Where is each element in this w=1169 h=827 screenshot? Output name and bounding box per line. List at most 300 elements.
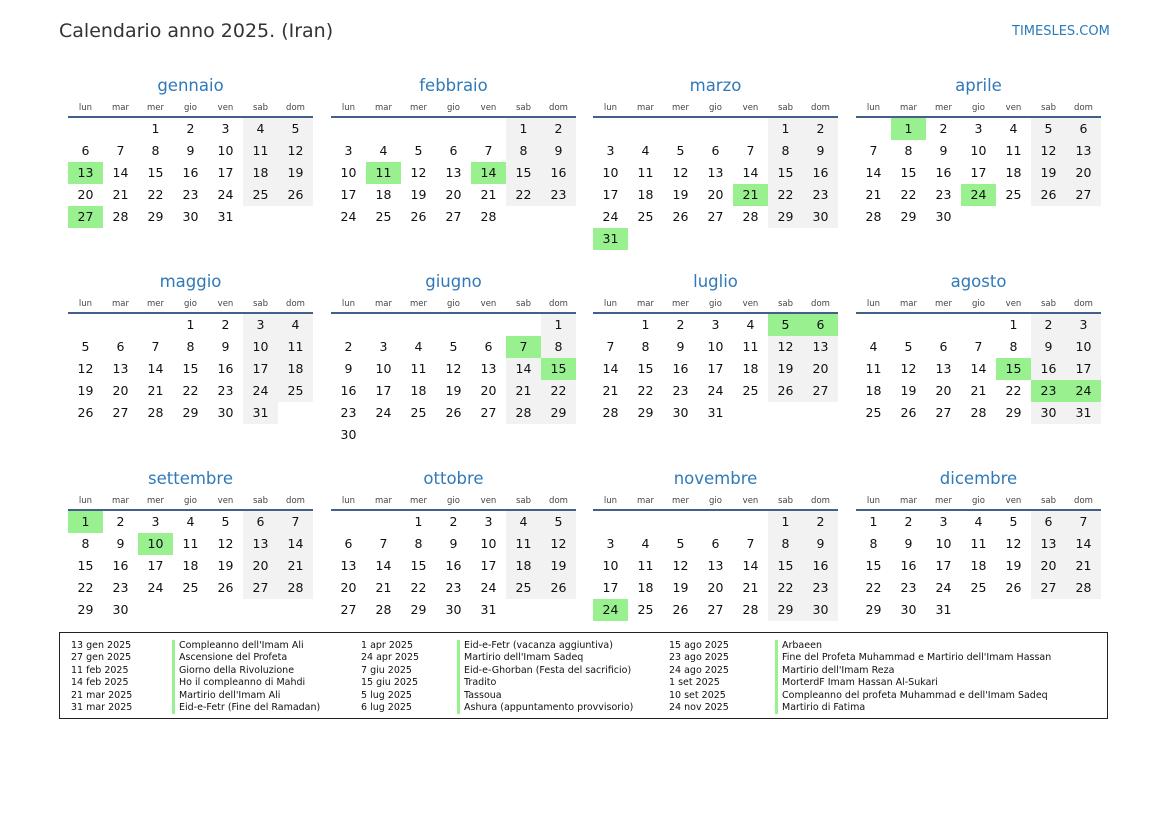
day-cell: 18 xyxy=(1005,165,1022,180)
weekday-label: mar xyxy=(900,299,917,309)
week-row xyxy=(593,599,838,621)
day-cell: 2 xyxy=(1031,314,1066,336)
weekday-header xyxy=(593,495,838,511)
day-cell: 27 xyxy=(480,405,497,420)
day-cell: 26 xyxy=(768,380,803,402)
weekday-label: mer xyxy=(409,299,427,309)
week-row xyxy=(593,402,838,424)
day-cell: 15 xyxy=(147,165,164,180)
empty-day-cell xyxy=(278,599,313,621)
day-cell: 21 xyxy=(375,580,392,595)
day-cell: 16 xyxy=(445,558,462,573)
weekday-label: sab xyxy=(252,299,269,309)
empty-day-cell xyxy=(856,118,891,140)
month-name: novembre xyxy=(673,469,758,488)
day-cell: 21 xyxy=(147,383,164,398)
empty-day-cell xyxy=(471,118,506,140)
legend-holiday-name: Martirio di Fatima xyxy=(775,702,1051,714)
weekday-label: ven xyxy=(217,103,234,113)
day-cell: 12 xyxy=(541,533,576,555)
weekday-label: ven xyxy=(217,299,234,309)
month-settembre xyxy=(68,468,313,621)
day-cell: 8 xyxy=(1009,339,1018,354)
day-cell: 26 xyxy=(217,580,234,595)
day-cell: 22 xyxy=(865,580,882,595)
day-cell: 17 xyxy=(480,558,497,573)
day-cell: 20 xyxy=(77,187,94,202)
day-cell: 28 xyxy=(147,405,164,420)
weekday-label: ven xyxy=(480,103,497,113)
week-row xyxy=(593,358,838,380)
legend-date: 15 giu 2025 xyxy=(361,677,418,689)
month-name: agosto xyxy=(950,272,1007,291)
day-cell: 6 xyxy=(81,143,90,158)
day-cell: 15 xyxy=(77,558,94,573)
day-cell: 17 xyxy=(602,580,619,595)
empty-day-cell xyxy=(961,206,996,228)
day-cell: 30 xyxy=(217,405,234,420)
weekday-label: mer xyxy=(146,103,164,113)
empty-day-cell xyxy=(663,511,698,533)
weekday-label: lun xyxy=(341,103,356,113)
weekday-label: mar xyxy=(637,299,654,309)
day-cell: 22 xyxy=(768,184,803,206)
day-cell: 12 xyxy=(278,140,313,162)
holiday-legend xyxy=(59,632,1108,719)
day-cell: 22 xyxy=(541,380,576,402)
week-row xyxy=(856,140,1101,162)
month-novembre xyxy=(593,468,838,621)
day-cell: 30 xyxy=(182,209,199,224)
day-cell: 11 xyxy=(506,533,541,555)
day-cell: 10 xyxy=(935,536,952,551)
weekday-label: lun xyxy=(603,496,618,506)
weekday-label: lun xyxy=(341,299,356,309)
day-cell: 28 xyxy=(1066,577,1101,599)
day-cell: 22 xyxy=(768,577,803,599)
day-cell: 4 xyxy=(641,536,650,551)
day-cell: 8 xyxy=(81,536,90,551)
day-cell: 23 xyxy=(445,580,462,595)
holiday-day-cell: 6 xyxy=(803,314,838,336)
day-cell: 4 xyxy=(974,514,983,529)
day-cell: 26 xyxy=(77,405,94,420)
day-cell: 1 xyxy=(186,317,195,332)
weekday-label: dom xyxy=(549,496,568,506)
day-cell: 19 xyxy=(672,580,689,595)
weekday-label: ven xyxy=(480,299,497,309)
empty-day-cell xyxy=(593,314,628,336)
day-cell: 28 xyxy=(742,209,759,224)
weekday-label: mar xyxy=(112,496,129,506)
day-cell: 4 xyxy=(414,339,423,354)
day-cell: 17 xyxy=(243,358,278,380)
day-cell: 13 xyxy=(112,361,129,376)
legend-date: 14 feb 2025 xyxy=(71,677,129,689)
empty-day-cell xyxy=(698,228,733,250)
week-row xyxy=(331,118,576,140)
day-cell: 13 xyxy=(707,558,724,573)
weekday-label: ven xyxy=(742,496,759,506)
empty-day-cell xyxy=(243,599,278,621)
day-cell: 8 xyxy=(768,533,803,555)
empty-day-cell xyxy=(961,314,996,336)
empty-day-cell xyxy=(926,314,961,336)
day-cell: 6 xyxy=(711,143,720,158)
weekday-label: mer xyxy=(146,299,164,309)
day-cell: 11 xyxy=(410,361,427,376)
week-row xyxy=(593,511,838,533)
day-cell: 2 xyxy=(904,514,913,529)
empty-day-cell xyxy=(103,118,138,140)
day-cell: 22 xyxy=(147,187,164,202)
weekday-label: mar xyxy=(637,103,654,113)
empty-day-cell xyxy=(698,511,733,533)
day-cell: 21 xyxy=(602,383,619,398)
day-cell: 14 xyxy=(865,165,882,180)
weekday-label: dom xyxy=(286,103,305,113)
day-cell: 13 xyxy=(340,558,357,573)
month-name: giugno xyxy=(425,272,482,291)
month-dicembre xyxy=(856,468,1101,621)
day-cell: 18 xyxy=(970,558,987,573)
holiday-day-cell: 14 xyxy=(471,162,506,184)
week-row xyxy=(68,402,313,424)
day-cell: 29 xyxy=(77,602,94,617)
day-cell: 14 xyxy=(1066,533,1101,555)
day-cell: 26 xyxy=(445,405,462,420)
day-cell: 20 xyxy=(243,555,278,577)
day-cell: 31 xyxy=(707,405,724,420)
day-cell: 17 xyxy=(217,165,234,180)
day-cell: 21 xyxy=(112,187,129,202)
empty-day-cell xyxy=(961,599,996,621)
site-link[interactable]: TIMESLES.COM xyxy=(1012,24,1110,39)
day-cell: 12 xyxy=(900,361,917,376)
day-cell: 16 xyxy=(112,558,129,573)
week-row xyxy=(856,599,1101,621)
week-row xyxy=(593,533,838,555)
day-cell: 8 xyxy=(904,143,913,158)
weekday-label: mar xyxy=(375,299,392,309)
weekday-label: mer xyxy=(934,103,952,113)
day-cell: 31 xyxy=(217,209,234,224)
day-cell: 15 xyxy=(900,165,917,180)
day-cell: 11 xyxy=(243,140,278,162)
day-cell: 18 xyxy=(278,358,313,380)
day-cell: 25 xyxy=(637,602,654,617)
day-cell: 23 xyxy=(182,187,199,202)
weekday-header xyxy=(856,298,1101,314)
day-cell: 17 xyxy=(602,187,619,202)
weekday-label: gio xyxy=(709,299,722,309)
day-cell: 29 xyxy=(865,602,882,617)
day-cell: 19 xyxy=(445,383,462,398)
month-aprile xyxy=(856,75,1101,228)
day-cell: 7 xyxy=(484,143,493,158)
day-cell: 30 xyxy=(935,209,952,224)
day-cell: 6 xyxy=(243,511,278,533)
day-cell: 29 xyxy=(768,206,803,228)
day-cell: 14 xyxy=(970,361,987,376)
weekday-header xyxy=(856,102,1101,118)
day-cell: 9 xyxy=(221,339,230,354)
day-cell: 23 xyxy=(340,405,357,420)
weekday-header xyxy=(331,102,576,118)
day-cell: 18 xyxy=(742,361,759,376)
day-cell: 23 xyxy=(935,187,952,202)
day-cell: 2 xyxy=(344,339,353,354)
day-cell: 20 xyxy=(935,383,952,398)
week-row xyxy=(68,118,313,140)
week-row xyxy=(68,140,313,162)
weekday-label: lun xyxy=(78,496,93,506)
empty-day-cell xyxy=(996,599,1031,621)
empty-day-cell xyxy=(663,228,698,250)
day-cell: 1 xyxy=(541,314,576,336)
day-cell: 9 xyxy=(904,536,913,551)
week-row xyxy=(68,533,313,555)
weekday-label: dom xyxy=(1074,103,1093,113)
day-cell: 19 xyxy=(278,162,313,184)
week-row xyxy=(68,162,313,184)
day-cell: 30 xyxy=(803,599,838,621)
day-cell: 27 xyxy=(243,577,278,599)
day-cell: 4 xyxy=(1009,121,1018,136)
weekday-label: mer xyxy=(409,496,427,506)
day-cell: 9 xyxy=(676,339,685,354)
weekday-label: gio xyxy=(447,103,460,113)
day-cell: 25 xyxy=(1005,187,1022,202)
day-cell: 29 xyxy=(147,209,164,224)
day-cell: 23 xyxy=(803,184,838,206)
day-cell: 7 xyxy=(606,339,615,354)
week-row xyxy=(856,511,1101,533)
weekday-header xyxy=(68,102,313,118)
empty-day-cell xyxy=(541,206,576,228)
empty-day-cell xyxy=(1066,599,1101,621)
legend-holiday-name: Martirio dell'Imam Sadeq xyxy=(457,652,633,664)
empty-day-cell xyxy=(1066,206,1101,228)
empty-day-cell xyxy=(331,314,366,336)
day-cell: 25 xyxy=(375,209,392,224)
day-cell: 11 xyxy=(742,339,759,354)
day-cell: 21 xyxy=(278,555,313,577)
weekday-label: sab xyxy=(515,103,532,113)
empty-day-cell xyxy=(471,424,506,446)
empty-day-cell xyxy=(506,599,541,621)
day-cell: 16 xyxy=(340,383,357,398)
week-row xyxy=(593,336,838,358)
day-cell: 5 xyxy=(1009,514,1018,529)
day-cell: 16 xyxy=(217,361,234,376)
day-cell: 15 xyxy=(768,555,803,577)
day-cell: 13 xyxy=(1066,140,1101,162)
weekday-label: gio xyxy=(972,103,985,113)
day-cell: 3 xyxy=(974,121,983,136)
empty-day-cell xyxy=(436,424,471,446)
weekday-label: mer xyxy=(671,299,689,309)
week-row xyxy=(856,358,1101,380)
day-cell: 9 xyxy=(803,140,838,162)
day-cell: 2 xyxy=(186,121,195,136)
weekday-label: sab xyxy=(1040,299,1057,309)
day-cell: 14 xyxy=(147,361,164,376)
week-row xyxy=(68,206,313,228)
day-cell: 27 xyxy=(1066,184,1101,206)
legend-holiday-name: Ho il compleanno di Mahdi xyxy=(172,677,320,689)
weekday-label: sab xyxy=(1040,103,1057,113)
day-cell: 20 xyxy=(707,187,724,202)
weekday-label: dom xyxy=(811,299,830,309)
day-cell: 17 xyxy=(375,383,392,398)
weekday-label: gio xyxy=(184,496,197,506)
day-cell: 31 xyxy=(1066,402,1101,424)
day-cell: 3 xyxy=(606,143,615,158)
holiday-day-cell: 11 xyxy=(366,162,401,184)
day-cell: 15 xyxy=(768,162,803,184)
day-cell: 15 xyxy=(410,558,427,573)
day-cell: 17 xyxy=(935,558,952,573)
empty-day-cell xyxy=(366,314,401,336)
week-row xyxy=(593,380,838,402)
day-cell: 1 xyxy=(414,514,423,529)
day-cell: 24 xyxy=(217,187,234,202)
week-row xyxy=(331,314,576,336)
month-name: aprile xyxy=(955,76,1002,95)
day-cell: 29 xyxy=(410,602,427,617)
empty-day-cell xyxy=(401,424,436,446)
day-cell: 25 xyxy=(182,580,199,595)
day-cell: 12 xyxy=(1031,140,1066,162)
empty-day-cell xyxy=(803,228,838,250)
day-cell: 3 xyxy=(484,514,493,529)
day-cell: 9 xyxy=(186,143,195,158)
day-cell: 3 xyxy=(151,514,160,529)
day-cell: 17 xyxy=(147,558,164,573)
day-cell: 3 xyxy=(379,339,388,354)
legend-date: 24 apr 2025 xyxy=(361,652,420,664)
day-cell: 26 xyxy=(672,209,689,224)
day-cell: 24 xyxy=(375,405,392,420)
weekday-label: mer xyxy=(409,103,427,113)
weekday-label: sab xyxy=(777,103,794,113)
day-cell: 4 xyxy=(186,514,195,529)
day-cell: 8 xyxy=(414,536,423,551)
day-cell: 17 xyxy=(340,187,357,202)
day-cell: 9 xyxy=(344,361,353,376)
day-cell: 28 xyxy=(480,209,497,224)
empty-day-cell xyxy=(663,118,698,140)
legend-date: 7 giu 2025 xyxy=(361,664,412,676)
day-cell: 3 xyxy=(939,514,948,529)
day-cell: 19 xyxy=(900,383,917,398)
day-cell: 11 xyxy=(637,558,654,573)
month-name: luglio xyxy=(693,272,738,291)
month-name: settembre xyxy=(148,469,233,488)
day-cell: 16 xyxy=(900,558,917,573)
weekday-label: lun xyxy=(78,299,93,309)
weekday-label: mar xyxy=(637,496,654,506)
empty-day-cell xyxy=(331,511,366,533)
month-name: maggio xyxy=(159,272,222,291)
empty-day-cell xyxy=(173,599,208,621)
weekday-label: ven xyxy=(480,496,497,506)
weekday-header xyxy=(68,495,313,511)
legend-holiday-name: Tradito xyxy=(457,677,633,689)
week-row xyxy=(856,380,1101,402)
legend-dates-1 xyxy=(71,640,132,714)
day-cell: 7 xyxy=(869,143,878,158)
day-cell: 18 xyxy=(182,558,199,573)
empty-day-cell xyxy=(856,314,891,336)
day-cell: 8 xyxy=(641,339,650,354)
legend-date: 31 mar 2025 xyxy=(71,701,133,713)
legend-holiday-name: Eid-e-Fetr (Fine del Ramadan) xyxy=(172,702,320,714)
day-cell: 22 xyxy=(182,383,199,398)
day-cell: 22 xyxy=(900,187,917,202)
day-cell: 2 xyxy=(449,514,458,529)
weekday-label: gio xyxy=(447,299,460,309)
legend-holiday-name: Giorno della Rivoluzione xyxy=(172,665,320,677)
page-title: Calendario anno 2025. (Iran) xyxy=(59,20,334,42)
day-cell: 5 xyxy=(278,118,313,140)
week-row xyxy=(68,380,313,402)
day-cell: 19 xyxy=(410,187,427,202)
legend-date: 5 lug 2025 xyxy=(361,689,412,701)
empty-day-cell xyxy=(733,511,768,533)
day-cell: 4 xyxy=(243,118,278,140)
weekday-label: mar xyxy=(375,103,392,113)
empty-day-cell xyxy=(593,511,628,533)
day-cell: 28 xyxy=(865,209,882,224)
day-cell: 16 xyxy=(935,165,952,180)
holiday-day-cell: 10 xyxy=(138,533,173,555)
empty-day-cell xyxy=(68,314,103,336)
legend-holiday-name: Compleanno dell'Imam Ali xyxy=(172,640,320,652)
weekday-label: lun xyxy=(866,496,881,506)
day-cell: 22 xyxy=(77,580,94,595)
week-row xyxy=(856,336,1101,358)
day-cell: 29 xyxy=(182,405,199,420)
empty-day-cell xyxy=(506,314,541,336)
week-row xyxy=(68,577,313,599)
empty-day-cell xyxy=(628,511,663,533)
weekday-label: lun xyxy=(603,103,618,113)
day-cell: 19 xyxy=(1005,558,1022,573)
day-cell: 15 xyxy=(506,162,541,184)
day-cell: 8 xyxy=(186,339,195,354)
weekday-label: dom xyxy=(286,299,305,309)
week-row xyxy=(331,533,576,555)
day-cell: 19 xyxy=(768,358,803,380)
day-cell: 18 xyxy=(375,187,392,202)
weekday-header xyxy=(593,298,838,314)
legend-holiday-name: Martirio dell'Imam Ali xyxy=(172,690,320,702)
weekday-label: ven xyxy=(742,299,759,309)
weekday-header xyxy=(856,495,1101,511)
week-row xyxy=(331,424,576,446)
day-cell: 9 xyxy=(1031,336,1066,358)
day-cell: 6 xyxy=(1066,118,1101,140)
holiday-day-cell: 15 xyxy=(996,358,1031,380)
legend-holiday-name: Ashura (appuntamento provvisorio) xyxy=(457,702,633,714)
week-row xyxy=(331,402,576,424)
week-row xyxy=(856,118,1101,140)
day-cell: 23 xyxy=(672,383,689,398)
weekday-label: mar xyxy=(900,496,917,506)
legend-date: 15 ago 2025 xyxy=(669,640,729,651)
